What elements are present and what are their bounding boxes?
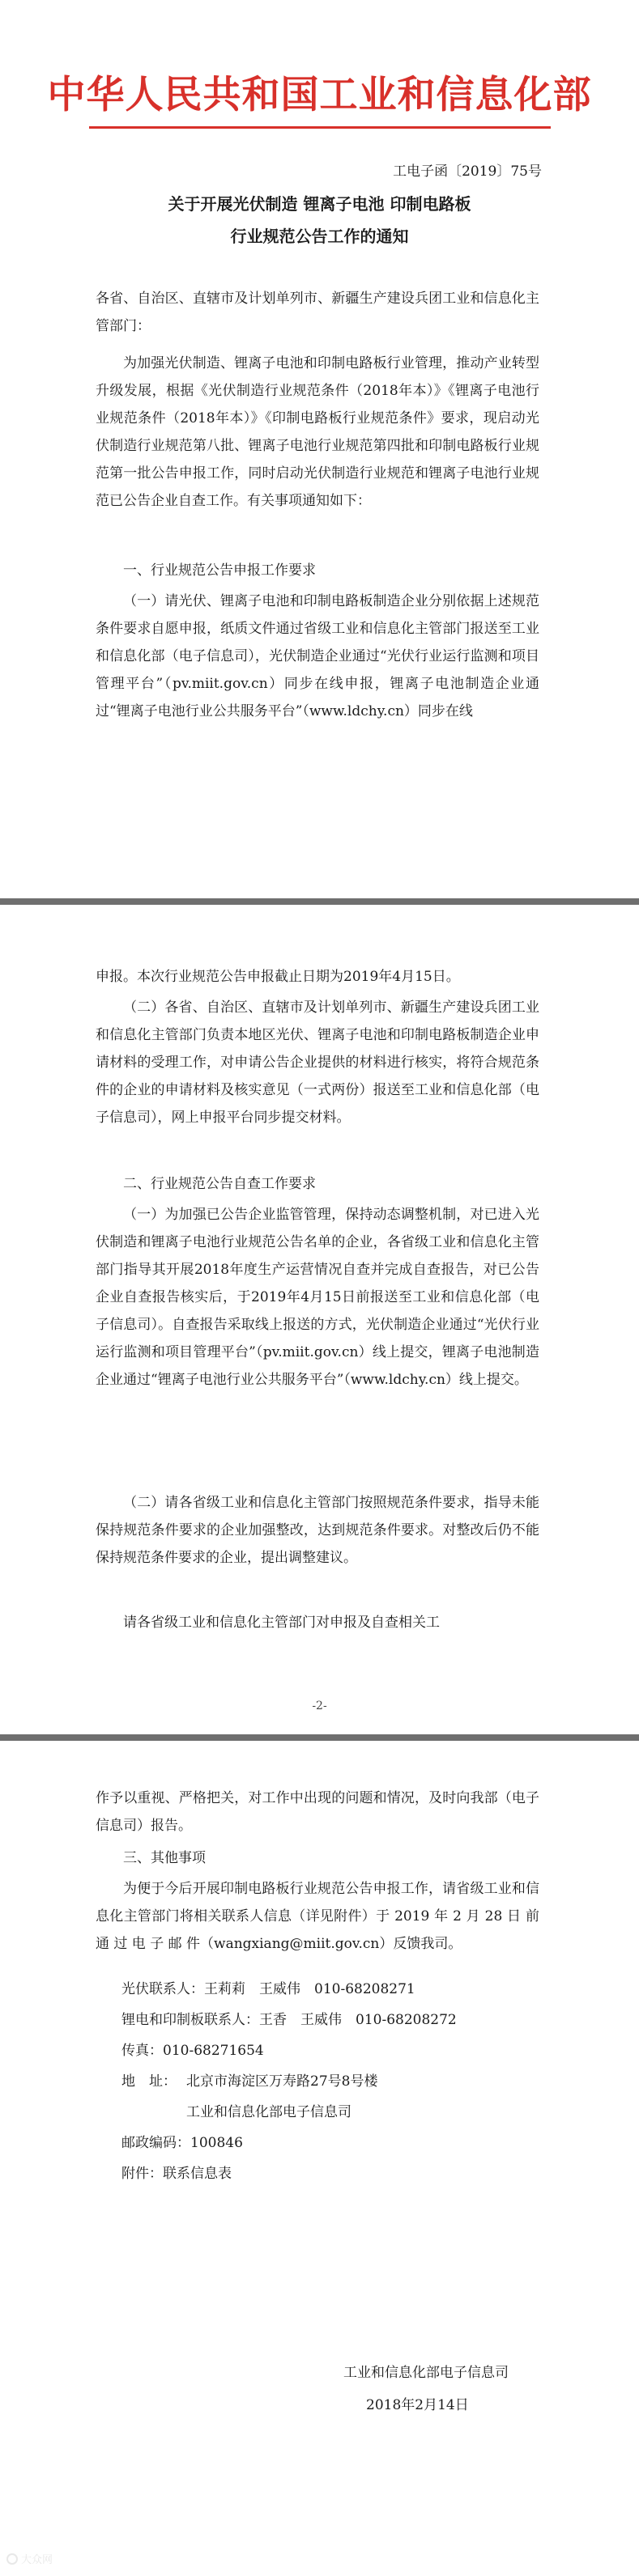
document-page-3 [0,1741,639,2576]
section-1-item-1-part-2: 申报。本次行业规范公告申报截止日期为2019年4月15日。 [96,969,460,985]
addressee: 各省、自治区、直辖市及计划单列市、新疆生产建设兵团工业和信息化主管部门： [96,291,539,334]
section-3-heading: 三、其他事项 [123,1850,206,1866]
section-1-heading: 一、行业规范公告申报工作要求 [123,562,316,579]
address-label: 地 址： [121,2073,177,2090]
section-1-item-1-part-1: （一）请光伏、锂离子电池和印制电路板制造企业分别依据上述规范条件要求自愿申报，纸质文件通过省级工业和信息化主管部门报送至工业和信息化部（电子信息司），光伏制造企业通过“光伏行业运行监测和项目管理平台”（pv.miit.gov.cn）同步在线申报，锂离子电池制造企业通过“锂离子电池行业公共服务平台”（www.ldchy.cn）同步在线 [96,593,539,719]
document-page-1 [0,0,639,898]
postal-code: 邮政编码：100846 [121,2135,243,2151]
section-2-item-1: （一）为加强已公告企业监管管理，保持动态调整机制，对已进入光伏制造和锂离子电池行业规范公告名单的企业，各省级工业和信息化主管部门指导其开展2018年度生产运营情况自查并完成自查报告，对已公告企业自查报告核实后，于2019年4月15日前报送至工业和信息化部（电子信息司）。自查报告采取线上报送的方式，光伏制造企业通过“光伏行业运行监测和项目管理平台”（pv.miit.gov.cn）线上提交，锂离子电池制造企业通过“锂离子电池行业公共服务平台”（www.ldchy.cn）线上提交。 [96,1207,539,1388]
section-2-heading: 二、行业规范公告自查工作要求 [123,1176,316,1192]
closing-paragraph-part-1: 请各省级工业和信息化主管部门对申报及自查相关工 [123,1615,440,1631]
attachment-note: 附件：联系信息表 [121,2166,232,2182]
letterhead-red-rule [89,126,551,129]
section-2-item-2: （二）请各省级工业和信息化主管部门按照规范条件要求，指导未能保持规范条件要求的企业加强整改，达到规范条件要求。对整改后仍不能保持规范条件要求的企业，提出调整建议。 [96,1495,539,1566]
fax-number: 传真：010-68271654 [121,2043,264,2059]
notice-title-line-1: 关于开展光伏制造 锂离子电池 印制电路板 [168,194,471,214]
section-3-text: 为便于今后开展印制电路板行业规范公告申报工作，请省级工业和信息化主管部门将相关联系人信息（详见附件）于 2019 年 2 月 28 日 前 通 过 电 子 邮 件（wangxiang@miit.gov.cn）反馈我司。 [96,1881,539,1952]
page-number: -2- [312,1700,327,1712]
signature-organization: 工业和信息化部电子信息司 [343,2365,509,2381]
battery-pcb-contact: 锂电和印制板联系人：王香 王威伟 010-68208272 [121,2012,457,2028]
closing-paragraph-part-2: 作予以重视、严格把关，对工作中出现的问题和情况，及时向我部（电子信息司）报告。 [96,1790,539,1834]
document-number: 工电子函〔2019〕75号 [393,163,542,180]
signature-date: 2018年2月14日 [366,2397,469,2413]
document-page-2 [0,905,639,1734]
notice-title-line-2: 行业规范公告工作的通知 [230,227,409,246]
pv-contact: 光伏联系人：王莉莉 王威伟 010-68208271 [121,1981,415,1997]
intro-paragraph: 为加强光伏制造、锂离子电池和印制电路板行业管理，推动产业转型升级发展，根据《光伏制造行业规范条件（2018年本）》《锂离子电池行业规范条件（2018年本）》《印制电路板行业规范条件》要求，现启动光伏制造行业规范第八批、锂离子电池行业规范第四批和印制电路板行业规范第一批公告申报工作，同时启动光伏制造行业规范和锂离子电池行业规范已公告企业自查工作。有关事项通知如下： [96,355,539,509]
watermark [6,2551,53,2566]
watermark-text: 大众网 [21,2554,53,2566]
address-line-2: 工业和信息化部电子信息司 [186,2104,351,2120]
section-1-item-2: （二）各省、自治区、直辖市及计划单列市、新疆生产建设兵团工业和信息化主管部门负责本地区光伏、锂离子电池和印制电路板制造企业申请材料的受理工作，对申请公告企业提供的材料进行核实，将符合规范条件的企业的申请材料及核实意见（一式两份）报送至工业和信息化部（电子信息司），网上申报平台同步提交材料。 [96,999,539,1126]
watermark-logo-icon [6,2553,18,2565]
letterhead-title: 中华人民共和国工业和信息化部 [47,73,592,117]
address-line-1: 北京市海淀区万寿路27号8号楼 [186,2073,378,2090]
